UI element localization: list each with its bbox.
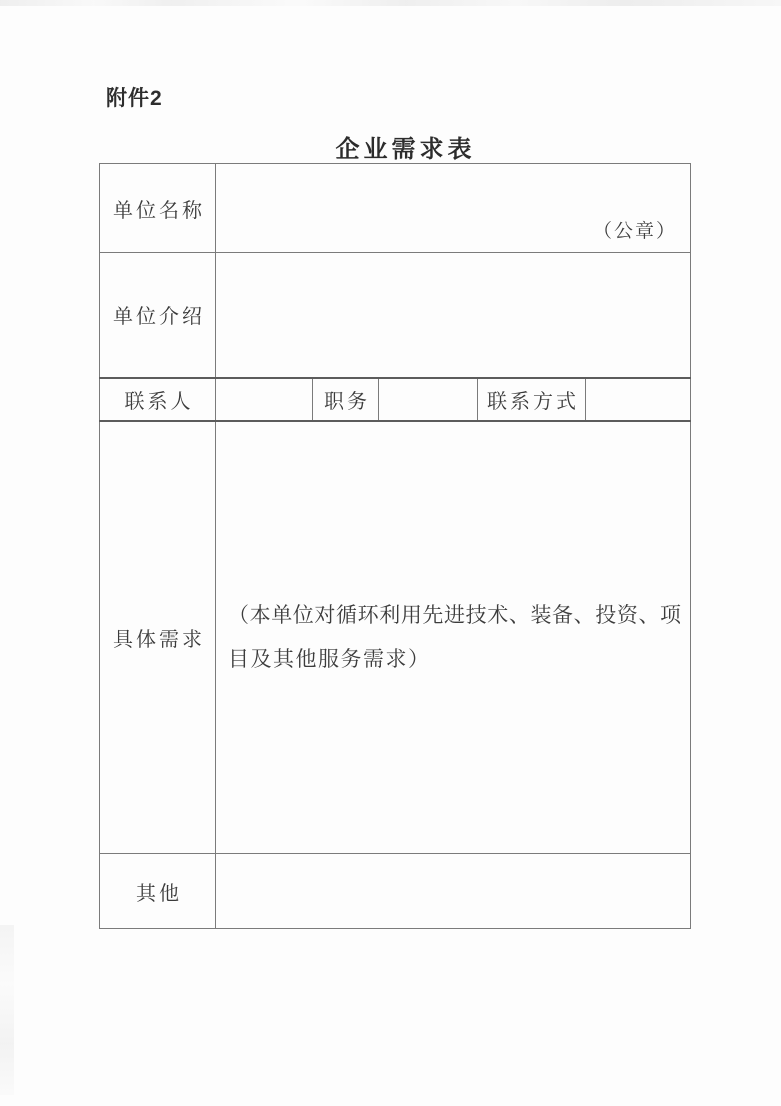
table-row-contact	[100, 378, 691, 421]
enterprise-demand-table	[99, 163, 691, 929]
demand-note-line-2: 目及其他服务需求）	[228, 647, 431, 672]
position-value-cell	[379, 378, 478, 421]
unit-intro-label: 单位介绍	[100, 253, 216, 378]
contact-method-value-cell	[586, 378, 691, 421]
form-title: 企业需求表	[335, 136, 476, 163]
unit-intro-value-cell	[216, 253, 691, 378]
unit-name-value-cell	[216, 164, 691, 253]
other-value-cell	[216, 854, 691, 929]
table-row-specific-demand	[100, 421, 691, 854]
scan-artifact-left-edge	[0, 925, 14, 1095]
unit-name-label: 单位名称	[100, 164, 216, 253]
contact-person-value-cell	[216, 378, 313, 421]
other-label: 其他	[100, 854, 216, 929]
scan-artifact-top-strip	[0, 0, 781, 6]
table-row-unit-name	[100, 164, 691, 253]
attachment-label: 附件2	[106, 87, 163, 110]
seal-note: （公章）	[593, 221, 678, 242]
specific-demand-label: 具体需求	[100, 421, 216, 854]
contact-method-label: 联系方式	[478, 378, 586, 421]
demand-note-line-1: （本单位对循环利用先进技术、装备、投资、项	[228, 603, 682, 628]
contact-person-label: 联系人	[100, 378, 216, 421]
demand-note	[228, 593, 681, 681]
table-row-unit-intro	[100, 253, 691, 378]
specific-demand-value-cell	[216, 421, 691, 854]
table-row-other	[100, 854, 691, 929]
position-label: 职务	[313, 378, 379, 421]
